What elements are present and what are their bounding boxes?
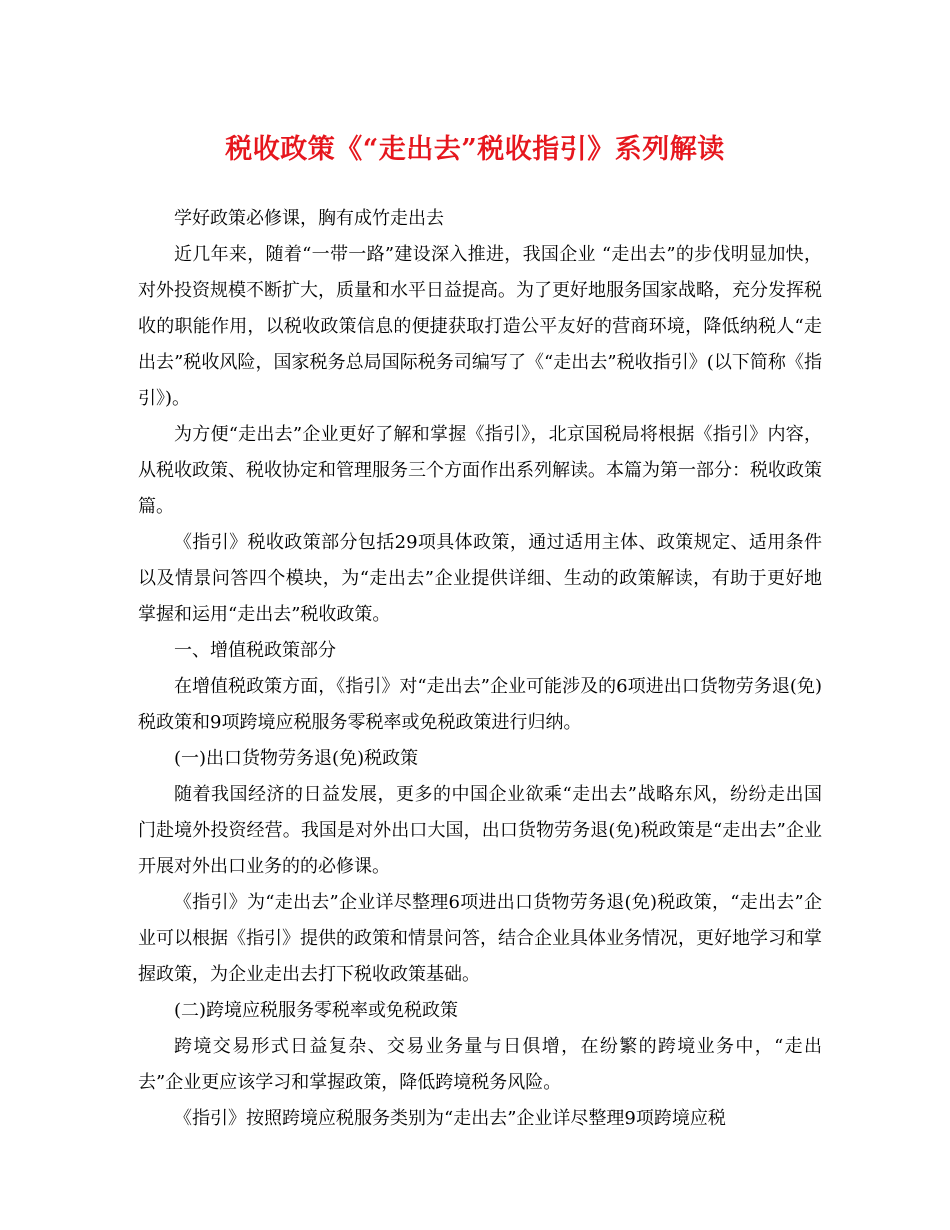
subsection-heading-export: (一)出口货物劳务退(免)税政策: [174, 748, 419, 769]
section-heading-vat: 一、增值税政策部分: [174, 640, 336, 661]
document-title: 税收政策《“走出去”税收指引》系列解读: [225, 134, 725, 165]
crossborder-paragraph-2: 《指引》按照跨境应税服务类别为“走出去”企业详尽整理9项跨境应税: [174, 1108, 726, 1129]
series-paragraph: 为方便“走出去”企业更好了解和掌握《指引》，北京国税局将根据《指引》内容，从税收政策、税收协定和管理服务三个方面作出系列解读。本篇为第一部分：税收政策篇。: [138, 424, 822, 517]
intro-paragraph: 近几年来，随着“一带一路”建设深入推进，我国企业 “走出去”的步伐明显加快，对外投资规模不断扩大，质量和水平日益提高。为了更好地服务国家战略，充分发挥税收的职能作用，以税收政策信息的便捷获取打造公平友好的营商环境，降低纳税人“走出去”税收风险，国家税务总局国际税务司编写了《“走出去”税收指引》(以下简称《指引》)。: [138, 244, 823, 409]
crossborder-paragraph-1: 跨境交易形式日益复杂、交易业务量与日俱增，在纷繁的跨境业务中，“走出去”企业更应该学习和掌握政策，降低跨境税务风险。: [138, 1036, 822, 1093]
vat-paragraph: 在增值税政策方面，《指引》对“走出去”企业可能涉及的6项进出口货物劳务退(免)税政策和9项跨境应税服务零税率或免税政策进行归纳。: [138, 676, 822, 733]
export-paragraph-1: 随着我国经济的日益发展，更多的中国企业欲乘“走出去”战略东风，纷纷走出国门赴境外投资经营。我国是对外出口大国，出口货物劳务退(免)税政策是“走出去”企业开展对外出口业务的的必修课。: [138, 784, 822, 877]
subsection-heading-crossborder: (二)跨境应税服务零税率或免税政策: [174, 1000, 459, 1021]
policy-overview-paragraph: 《指引》税收政策部分包括29项具体政策，通过适用主体、政策规定、适用条件以及情景问答四个模块，为“走出去”企业提供详细、生动的政策解读，有助于更好地掌握和运用“走出去”税收政策。: [138, 532, 822, 625]
subtitle-paragraph: 学好政策必修课，胸有成竹走出去: [174, 208, 444, 229]
export-paragraph-2: 《指引》为“走出去”企业详尽整理6项进出口货物劳务退(免)税政策，“走出去”企业可以根据《指引》提供的政策和情景问答，结合企业具体业务情况，更好地学习和掌握政策，为企业走出去打下税收政策基础。: [138, 892, 822, 985]
document-body: [138, 201, 822, 1137]
